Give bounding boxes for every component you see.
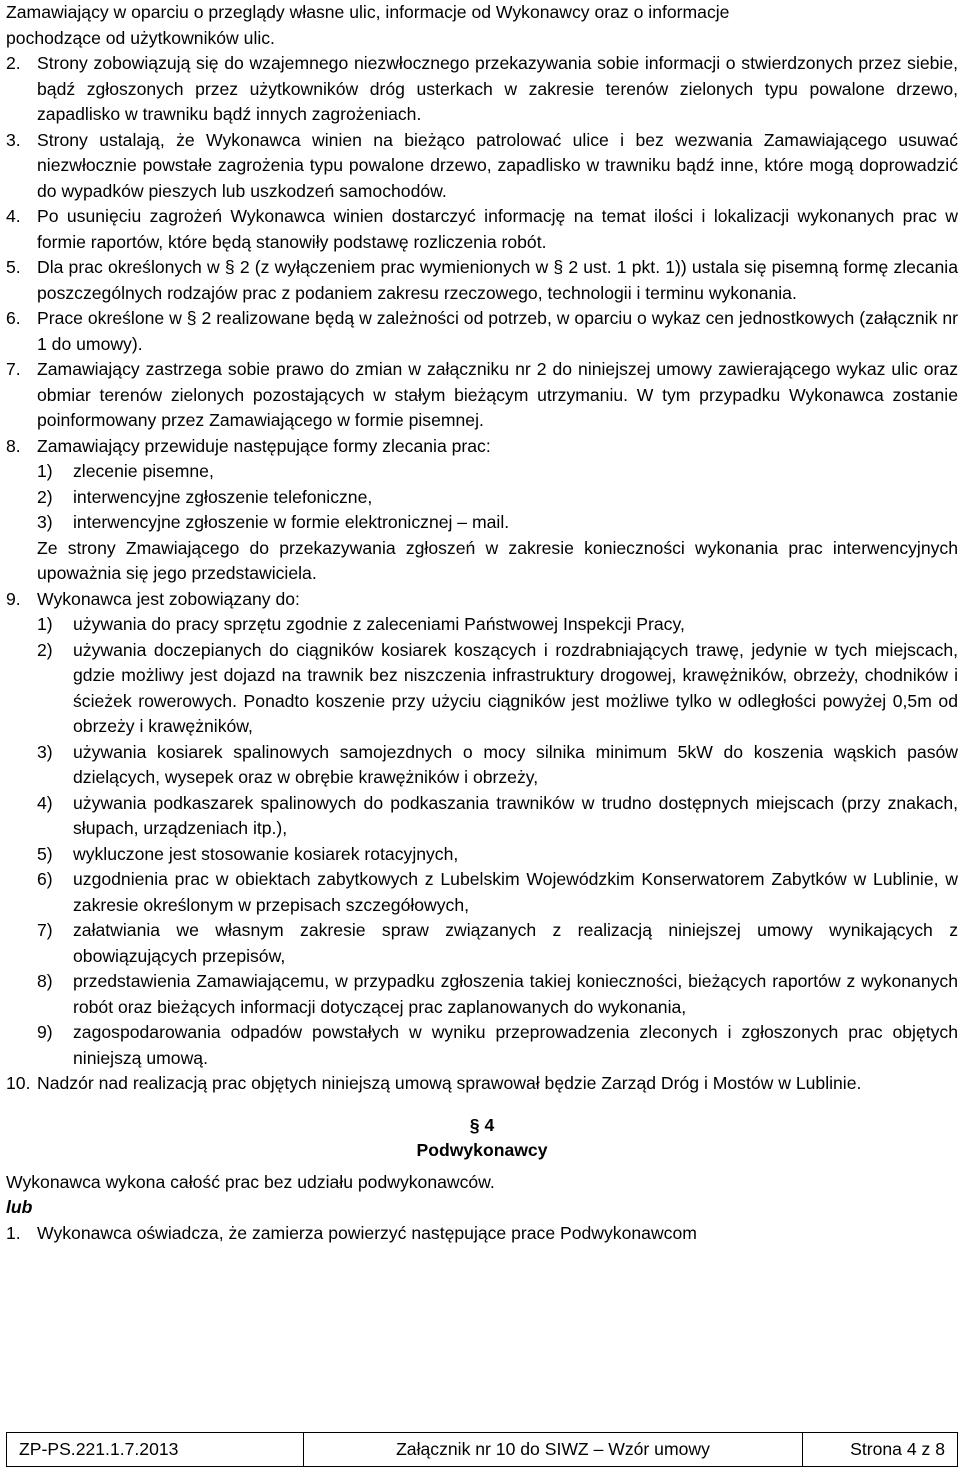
sub-item-number: 3) [37,741,53,762]
sub-item-number: 6) [37,869,53,889]
section-symbol: § [553,257,564,277]
sub-item [6,842,958,868]
clause-number: 5. [6,257,21,277]
sub-item-text: interwencyjne zgłoszenie telefoniczne, [73,486,373,507]
sub-item-text: wykluczone jest stosowanie kosiarek rotacyjnych, [73,843,459,864]
section-heading [6,1113,958,1164]
or-label: lub [6,1197,33,1217]
sub-item-number: 8) [37,971,53,991]
intro-paragraph [6,0,958,51]
clause-10 [6,1071,958,1097]
clause-text: Wykonawca oświadcza, że zamierza powierzyć następujące prace Podwykonawcom [37,1222,697,1243]
section-title: Podwykonawcy [416,1140,548,1160]
sub-item-number: 1) [37,614,53,634]
intro-line-1: Zamawiający w oparciu o przeglądy własne ulic, informacje od Wykonawcy oraz o informacje [6,2,730,22]
sub-item [6,867,958,918]
section-symbol: § [186,308,197,328]
sub-item-text: zlecenie pisemne, [73,461,214,481]
sub-item-text: używania do pracy sprzętu zgodnie z zaleceniami Państwowej Inspekcji Pracy, [73,614,685,634]
clause-9 [6,587,958,613]
clause-text: Wykonawca jest zobowiązany do: [37,588,300,609]
sub-item-text: załatwiania we własnym zakresie spraw związanych z realizacją niniejszej umowy wynikających z obowiązujących przepisów, [73,920,958,966]
clause-text: Nadzór nad realizacją prac objętych niniejszą umową sprawował będzie Zarząd Dróg i Mostów w Lublinie. [37,1073,862,1093]
clause-number: 1. [6,1222,21,1243]
sub-item-text: interwencyjne zgłoszenie w formie elektronicznej – mail. [73,512,510,532]
intro-line-2: pochodzące od użytkowników ulic. [6,27,275,48]
sub-item [6,969,958,1020]
sub-item-text: używania doczepianych do ciągników kosiarek koszących i rozdrabniających trawę, jedynie w tych miejscach, gdzie możliwy jest dojazd na trawnik bez niszczenia infrastruktury drogowej, krawężników, obrzeży, chodników i ścieżek rowerowych. Ponadto koszenie przy użyciu ciągników jest możliwe tylko w odległości powyżej 0,5m od obrzeży i krawężników, [73,639,958,736]
sub-item-text: przedstawienia Zamawiającemu, w przypadku zgłoszenia takiej konieczności, bieżących raportów z wykonanych robót oraz bieżących informacji dotyczącej prac zaplanowanych do wykonania, [73,971,958,1017]
sub-item-number: 9) [37,1022,53,1042]
clause-number: 2. [6,53,21,73]
sub-item-number: 2) [37,486,53,507]
footer-reference: ZP-PS.221.1.7.2013 [7,1433,304,1466]
sub-item-text: używania kosiarek spalinowych samojezdnych o mocy silnika minimum 5kW do koszenia wąskich pasów dzielących, wysepek oraz w obrębie krawężników i obrzeży, [73,741,958,787]
sub-item [6,612,958,638]
sub-item [6,638,958,740]
clause-3 [6,128,958,205]
section-number: § 4 [469,1114,495,1135]
clause-text-c: 2 ust. 1 pkt. 1)) ustala się pisemną formę zlecania poszczególnych rodzajów prac z podaniem zakresu rzeczowego, technologii i terminu wykonania. [37,257,959,303]
sub-item [6,740,958,791]
clause-5 [6,255,958,306]
sub-item-number: 4) [37,792,53,813]
clause-number: 7. [6,359,21,379]
clause-text-a: Dla prac określonych w [37,257,225,277]
sub-item-number: 1) [37,461,53,481]
sub-item-number: 2) [37,639,53,660]
clause-text-a: Prace określone w [37,308,187,328]
clause-text-b: 2 (z wyłączeniem prac wymienionych w [234,257,554,277]
clause-text: Strony zobowiązują się do wzajemnego niezwłocznego przekazywania sobie informacji o stwierdzonych przez siebie, bądź zgłoszonych przez użytkowników dróg usterkach w zakresie terenów zielonych typu powalone drzewo, zapadlisko w trawniku bądź innych zagrożeniach. [37,53,958,124]
clause-8-note: Ze strony Zmawiającego do przekazywania zgłoszeń w zakresie konieczności wykonania prac interwencyjnych upoważnia się jego przedstawiciela. [37,537,958,583]
footer-title: Załącznik nr 10 do SIWZ – Wzór umowy [304,1433,803,1466]
clause-8 [6,434,958,460]
sub-item [6,1020,958,1071]
subcontractors-paragraph: Wykonawca wykona całość prac bez udziału podwykonawców. [6,1171,495,1192]
clause-6 [6,306,958,357]
sub-item-text: uzgodnienia prac w obiektach zabytkowych z Lubelskim Wojewódzkim Konserwatorem Zabytków w Lublinie, w zakresie określonym w przepisach szczegółowych, [73,869,958,915]
clause-text: Po usunięciu zagrożeń Wykonawca winien dostarczyć informację na temat ilości i lokalizacji wykonanych prac w formie raportów, które będą stanowiły podstawę rozliczenia robót. [37,206,958,252]
clause-number: 9. [6,588,21,609]
sub-item [6,510,958,536]
page-footer [6,1432,958,1467]
sub-item-text: zagospodarowania odpadów powstałych w wyniku przeprowadzenia zleconych i zgłoszonych prac objętych niniejszą umową. [73,1022,958,1068]
sub-item-text: używania podkaszarek spalinowych do podkaszania trawników w trudno dostępnych miejscach (przy znakach, słupach, urządzeniach itp.), [73,792,958,838]
clause-text: Strony ustalają, że Wykonawca winien na bieżąco patrolować ulice i bez wezwania Zamawiającego usuwać niezwłocznie powstałe zagrożenia typu powalone drzewo, zapadlisko w trawniku bądź inne, które mogą doprowadzić do wypadków pieszych lub uszkodzeń samochodów. [37,129,958,201]
document-body [6,0,958,1246]
clause-number: 4. [6,206,21,226]
clause-text: Zamawiający zastrzega sobie prawo do zmian w załączniku nr 2 do niniejszej umowy zawierającego wykaz ulic oraz obmiar terenów zielonych pozostających w stałym bieżącym utrzymaniu. W tym przypadku Wykonawca zostanie poinformowany przez Zamawiającego w formie pisemnej. [37,359,958,430]
sub-item [6,485,958,511]
footer-page-number: Strona 4 z 8 [850,1438,945,1459]
clause-2 [6,51,958,128]
clause-4 [6,204,958,255]
sub-item-number: 3) [37,512,53,532]
sub-item [6,791,958,842]
clause-number: 10. [6,1073,31,1093]
clause-number: 6. [6,308,21,328]
clause-7 [6,357,958,434]
sub-item [6,459,958,485]
clause-text: Zamawiający przewiduje następujące formy zlecania prac: [37,435,491,456]
clause-number: 3. [6,129,21,150]
clause-text-b: 2 realizowane będą w zależności od potrzeb, w oparciu o wykaz cen jednostkowych (załącznik nr 1 do umowy). [37,308,958,354]
sub-item [6,918,958,969]
section-symbol: § [224,257,235,277]
sub-item-number: 5) [37,843,53,864]
subcontractors-clause-1 [6,1221,958,1247]
sub-item-number: 7) [37,920,53,940]
clause-number: 8. [6,435,21,456]
